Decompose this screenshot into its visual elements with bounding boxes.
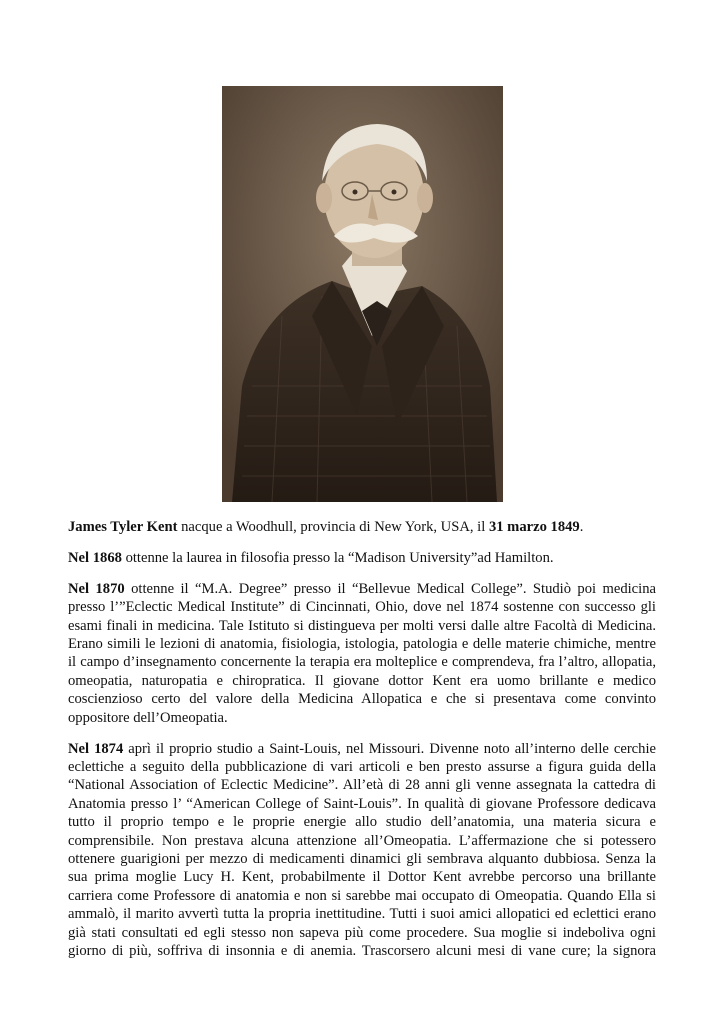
portrait-photo xyxy=(222,86,503,502)
year-1870: Nel 1870 xyxy=(68,580,125,597)
text-1874: aprì il proprio studio a Saint-Louis, nel Missouri. Divenne noto all’interno delle cerchie eclettiche a seguito della pubblicazione di vari articoli e ben presto assurse a figura guida della “National Association of Eclectic Medicine”. All’età di 28 anni gli venne assegnata la cattedra di Anatomia presso l’ “American College of Saint-Louis”. In qualità di giovane Professore dedicava tutto il proprio tempo e le proprie energie allo studio dell’anatomia, una materia sicura e comprensibile. Non prestava alcuna attenzione all’Omeopatia. L’affermazione che si potessero ottenere guarigioni per mezzo di medicamenti dinamici gli sembrava alquanto dubbiosa. Senza la sua prima moglie Lucy H. Kent, probabilmente il Dottor Kent avrebbe percorso una brillante carriera come Professore di anatomia e non si sarebbe mai occupato di Omeopatia. Quando Ella si ammalò, il marito avvertì tutta la propria inettitudine. Tutti i suoi amici allopatici ed eclettici erano già stati consultati ed egli stesso non sapeva più come procedere. Sua moglie si indeboliva ogni giorno di più, soffriva di insonnia e di anemia. Trascorsero alcuni mesi di vane cure; la signora xyxy=(68,740,656,960)
name-heading: James Tyler Kent xyxy=(68,519,178,535)
portrait-illustration xyxy=(222,86,503,502)
text-1868: ottenne la laurea in filosofia presso la “Madison University”ad Hamilton. xyxy=(121,549,554,566)
year-1874: Nel 1874 xyxy=(68,740,124,757)
birth-date: 31 marzo 1849 xyxy=(488,519,580,535)
biography-text xyxy=(68,518,656,973)
text-1870: ottenne il “M.A. Degree” presso il “Bellevue Medical College”. Studiò poi medicina presso l’”Eclectic Medical Institute” di Cincinnati, Ohio, dove nel 1874 sostenne con successo gli esami finali in medicina. Tale Istituto si distingueva per molti versi dalle altre Facoltà di Medicina. Erano simili le lezioni di anatomia, fisiologia, istologia, patologia e delle materie chimiche, mentre il campo d’insegnamento concernente la terapia era molteplice e comprendeva, fra l’altro, allopatia, omeopatia, naturopatia e chiropratica. Il giovane dottor Kent era uomo brillante e medico coscienzioso certo del valore della Medicina Allopatica e che si presentava come convinto oppositore dell’Omeopatia. xyxy=(68,580,656,726)
paragraph-1868 xyxy=(68,549,656,567)
birth-text: nacque a Woodhull, provincia di New York, USA, il xyxy=(177,519,489,535)
year-1868: Nel 1868 xyxy=(68,549,122,566)
paragraph-birth xyxy=(68,518,656,536)
paragraph-1874 xyxy=(68,740,656,961)
paragraph-1870 xyxy=(68,580,656,727)
birth-text-end: . xyxy=(579,519,584,535)
